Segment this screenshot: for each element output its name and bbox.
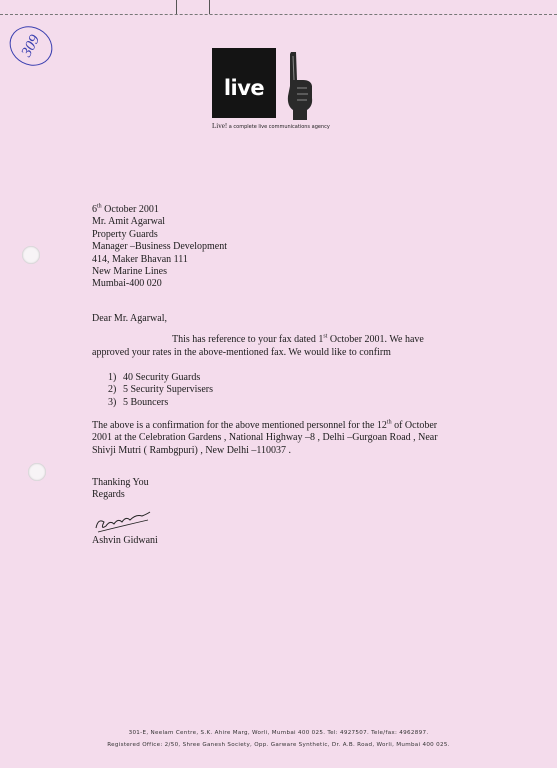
- paragraph-1-line-1: This has reference to your fax dated 1st October 2001. We have: [172, 333, 424, 345]
- recipient-line: Manager –Business Development: [92, 241, 227, 253]
- list-item: 3) 5 Bouncers: [108, 396, 169, 408]
- closing-thanks: Thanking You: [92, 477, 149, 488]
- paragraph-2-line-2: 2001 at the Celebration Gardens , National Highway –8 , Delhi –Gurgoan Road , Near: [92, 432, 438, 444]
- fax-header-line: [0, 14, 557, 15]
- recipient-line: New Marine Lines: [92, 265, 167, 277]
- list-item: 1) 40 Security Guards: [108, 372, 201, 383]
- signatory-name: Ashvin Gidwani: [92, 535, 158, 546]
- header-divider: [209, 0, 210, 14]
- footer-registered-office: Registered Office: 2/50, Shree Ganesh Society, Opp. Garware Synthetic, Dr. A.B. Road, Worli, Mumbai 400 025.: [107, 742, 450, 748]
- logo-text: live: [223, 76, 265, 100]
- paragraph-1-line-2: approved your rates in the above-mentioned fax. We would like to confirm: [92, 347, 391, 358]
- live-logo: [212, 48, 276, 118]
- header-divider: [176, 0, 177, 14]
- salutation: Dear Mr. Agarwal,: [92, 313, 167, 324]
- recipient-line: 414, Maker Bhavan 111: [92, 253, 188, 265]
- tagline-text: a complete live communications agency: [228, 124, 330, 130]
- paragraph-2-line-3: Shivji Mutri ( Rambgpuri) , New Delhi –110037 .: [92, 444, 292, 456]
- list-item: 2) 5 Security Supervisers: [108, 384, 213, 396]
- closing-regards: Regards: [92, 489, 125, 501]
- recipient-line: Mumbai-400 020: [92, 278, 162, 290]
- logo-tagline: [212, 122, 330, 130]
- page-number-stamp: 309: [3, 19, 60, 73]
- pointing-hand-icon: [281, 50, 325, 122]
- tagline-brand: Live!: [212, 122, 228, 130]
- letter-date: 6th October 2001: [92, 203, 159, 215]
- paragraph-2-line-1: The above is a confirmation for the above mentioned personnel for the 12th of October: [92, 419, 438, 431]
- punch-hole: [22, 246, 40, 264]
- closing: [92, 477, 149, 502]
- handwritten-signature: [92, 506, 152, 536]
- footer-address: 301-E, Neelam Centre, S.K. Ahire Marg, Worli, Mumbai 400 025. Tel: 4927507. Tele/fax: 4962897.: [128, 730, 429, 736]
- personnel-list: [108, 372, 213, 409]
- punch-hole: [28, 463, 46, 481]
- recipient-line: Mr. Amit Agarwal: [92, 216, 166, 228]
- recipient-line: Property Guards: [92, 228, 158, 240]
- paragraph-2: [92, 420, 438, 457]
- address-block: [92, 204, 227, 291]
